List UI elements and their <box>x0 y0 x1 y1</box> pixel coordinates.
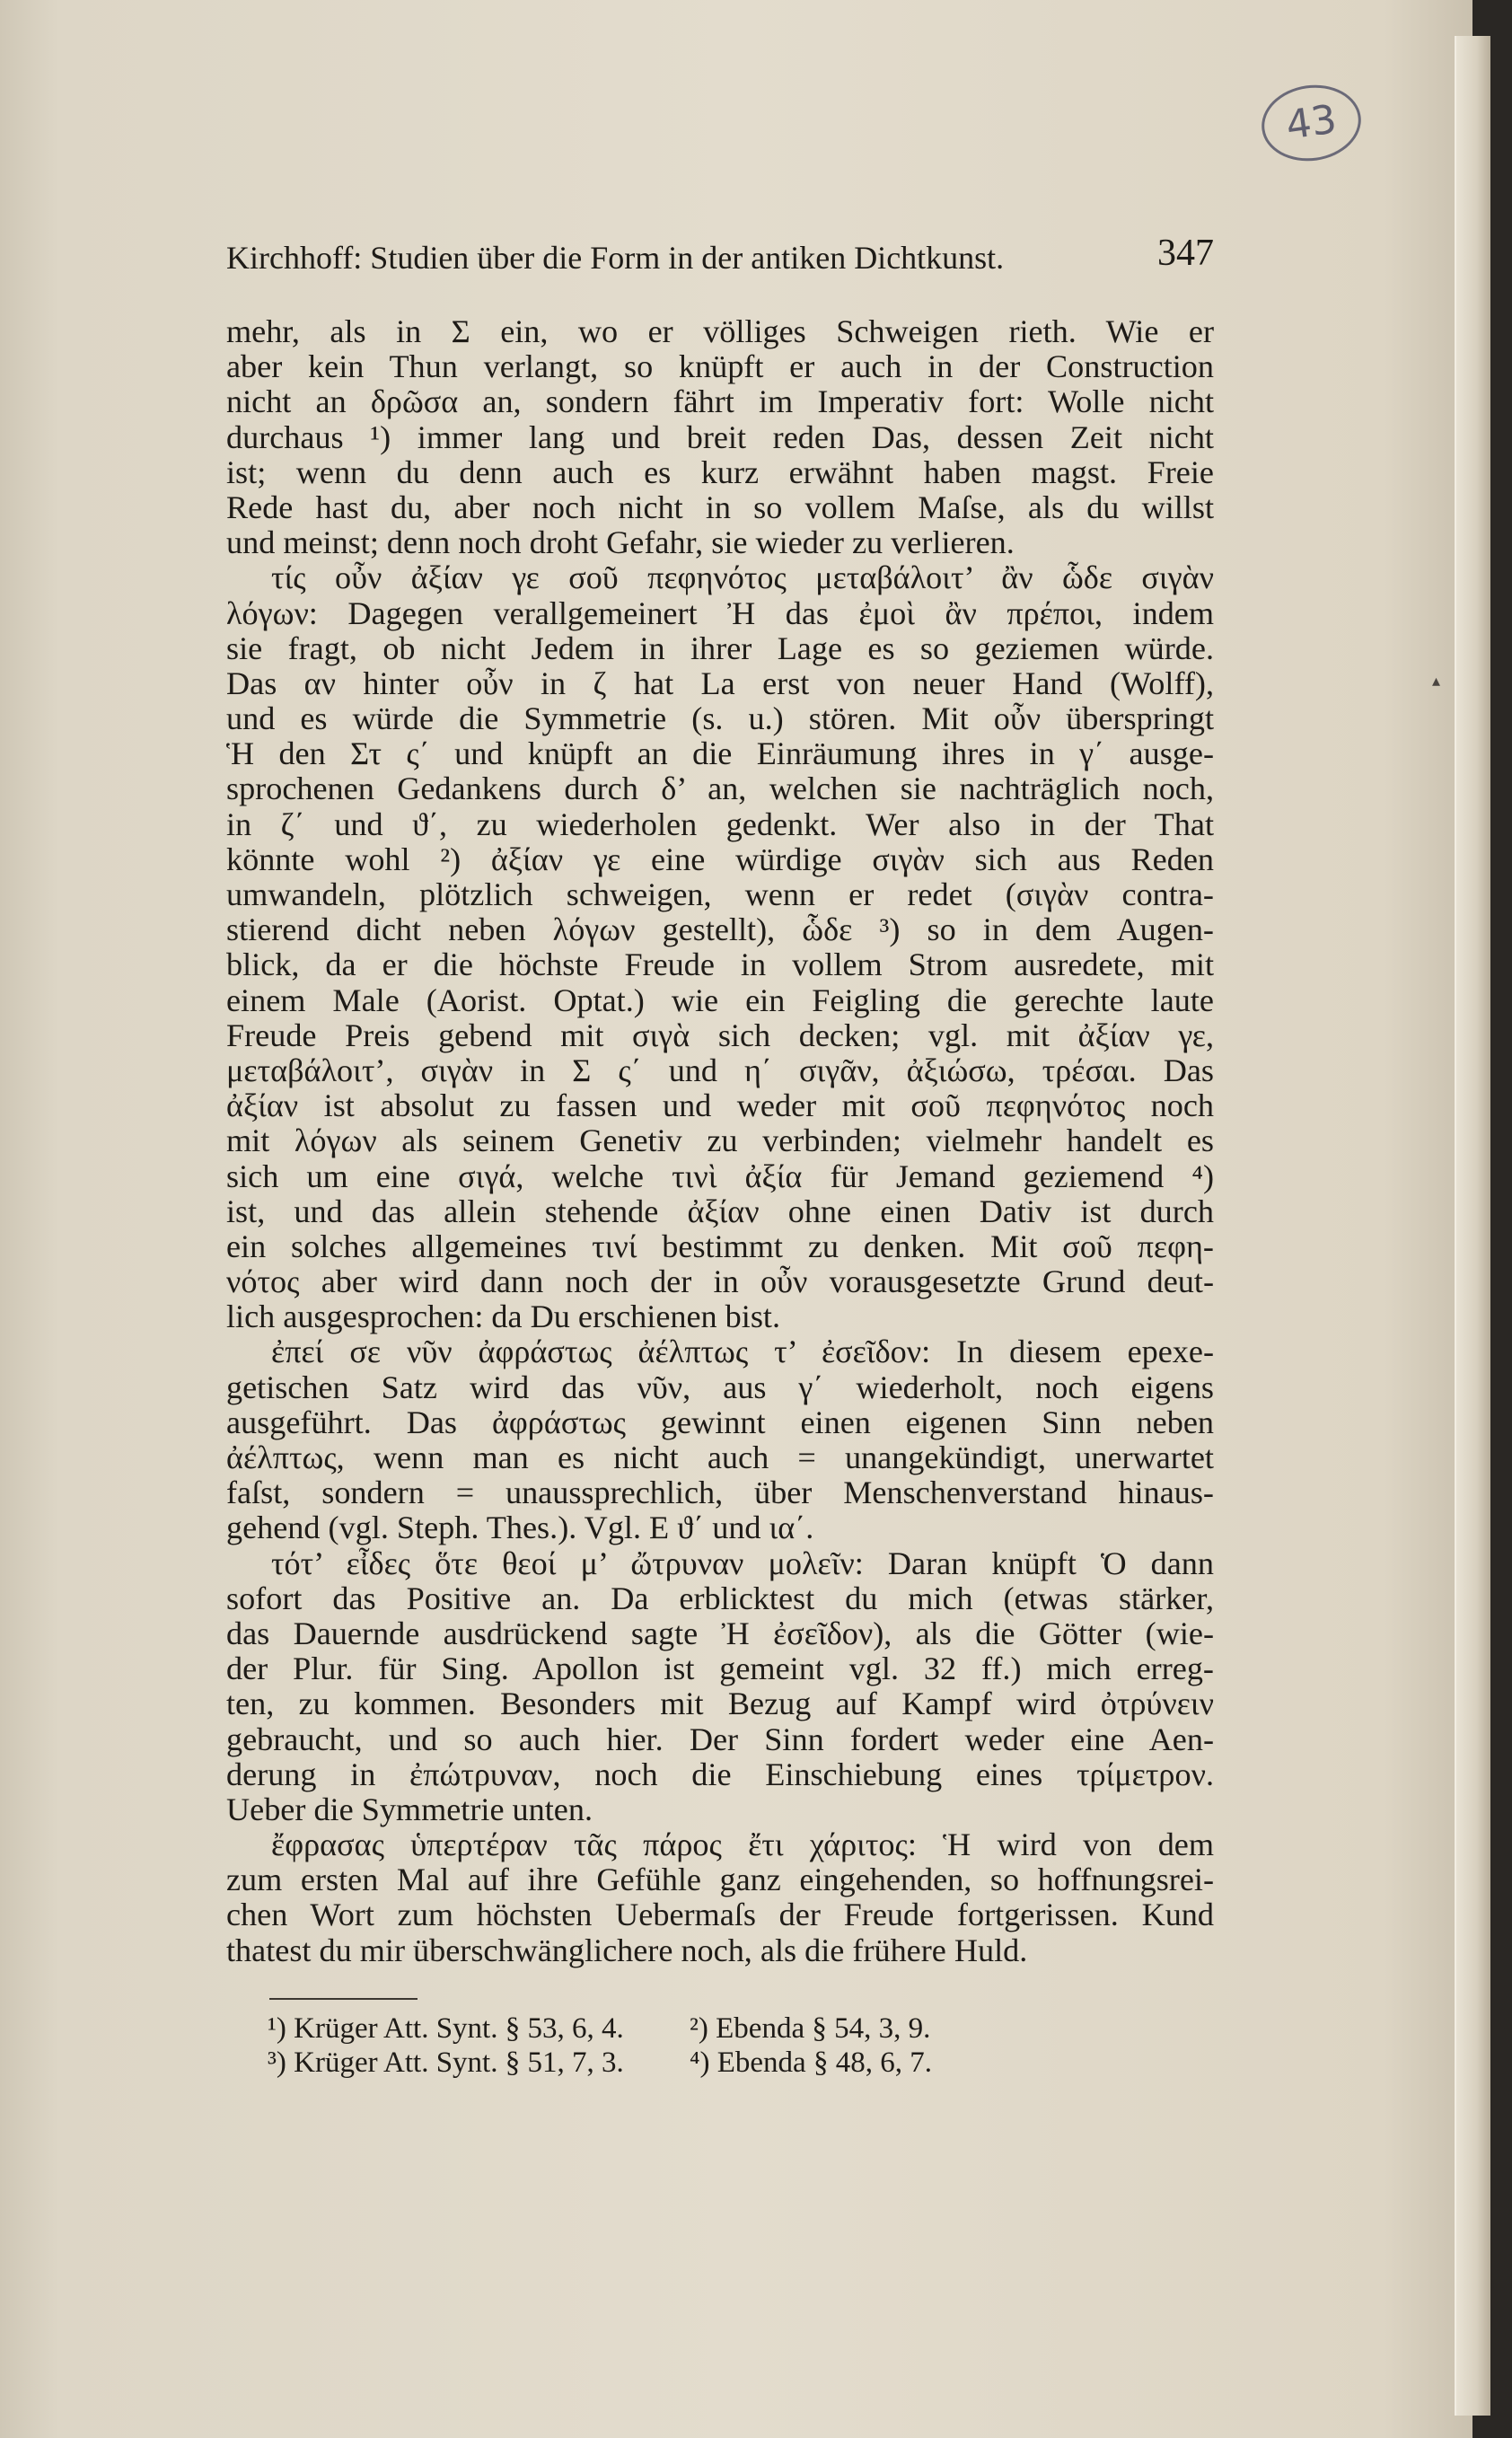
text-line: blick, da er die höchste Freude in vollem Strom ausredete, mit <box>226 947 1214 983</box>
text-line: τίς οὖν ἀξίαν γε σοῦ πεφηνότος μεταβάλοιτ’ ἂν ὧδε σιγὰν <box>271 560 1214 596</box>
footnote: ⁴) Ebenda § 48, 6, 7. <box>690 2046 932 2079</box>
text-line: ἀξίαν ist absolut zu fassen und weder mit σοῦ πεφηνότος noch <box>226 1088 1214 1124</box>
text-line: faſst, sondern = unaussprechlich, über Menschenverstand hinaus- <box>226 1475 1214 1511</box>
body-text <box>226 314 1214 1968</box>
text-line: sofort das Positive an. Da erblicktest du mich (etwas stärker, <box>226 1580 1214 1616</box>
text-line: sprochenen Gedankens durch δ’ an, welchen sie nachträglich noch, <box>226 771 1214 807</box>
footnote-rule <box>269 1998 418 2000</box>
text-line: durchaus ¹) immer lang und breit reden Das, dessen Zeit nicht <box>226 419 1214 455</box>
page-number: 347 <box>1157 233 1214 274</box>
text-line: ἔφρασας ὑπερτέραν τᾶς πάρος ἔτι χάριτος: Ἡ wird von dem <box>271 1827 1214 1863</box>
archive-stamp: 43 <box>1257 79 1367 168</box>
text-line: ein solches allgemeines τινί bestimmt zu denken. Mit σοῦ πεφη- <box>226 1228 1214 1264</box>
text-line: μεταβάλοιτ’, σιγὰν in Σ ς΄ und η΄ σιγᾶν, ἀξιώσω, τρέσαι. Das <box>226 1052 1214 1088</box>
text-line: ἀέλπτως, wenn man es nicht auch = unangekündigt, unerwartet <box>226 1440 1214 1475</box>
text-line: λόγων: Dagegen verallgemeinert Ἠ das ἐμοὶ ἂν πρέποι, indem <box>226 595 1214 631</box>
text-line: ten, zu kommen. Besonders mit Bezug auf Kampf wird ὀτρύνειν <box>226 1686 1214 1722</box>
text-line: der Plur. für Sing. Apollon ist gemeint vgl. 32 ff.) mich erreg- <box>226 1651 1214 1687</box>
footnote: ³) Krüger Att. Synt. § 51, 7, 3. <box>268 2046 624 2079</box>
text-line: sich um eine σιγά, welche τινὶ ἀξία für Jemand geziemend ⁴) <box>226 1158 1214 1194</box>
text-line: Rede hast du, aber noch nicht in so vollem Maſse, als du willst <box>226 489 1214 525</box>
text-line: thatest du mir überschwänglichere noch, als die frühere Huld. <box>226 1932 1028 1968</box>
text-line: τότ’ εἶδες ὅτε θεοί μ’ ὤτρυναν μολεῖν: Daran knüpft Ὁ dann <box>271 1545 1214 1581</box>
text-line: Ἡ den Στ ς΄ und knüpft an die Einräumung ihres in γ΄ ausge- <box>226 736 1214 772</box>
text-line: nicht an δρῶσα an, sondern fährt im Imperativ fort: Wolle nicht <box>226 384 1214 420</box>
text-line: mehr, als in Σ ein, wo er völliges Schweigen rieth. Wie er <box>226 314 1214 349</box>
text-line: in ζ΄ und ϑ΄, zu wiederholen gedenkt. Wer also in der That <box>226 806 1214 842</box>
text-line: mit λόγων als seinem Genetiv zu verbinden; vielmehr handelt es <box>226 1123 1214 1159</box>
text-line: könnte wohl ²) ἀξίαν γε eine würdige σιγὰν sich aus Reden <box>226 841 1214 877</box>
text-line: getischen Satz wird das νῦν, aus γ΄ wiederholt, noch eigens <box>226 1369 1214 1405</box>
footnote-row <box>268 2011 1112 2046</box>
text-line: lich ausgesprochen: da Du erschienen bist. <box>226 1299 781 1335</box>
text-line: ist, und das allein stehende ἀξίαν ohne einen Dativ ist durch <box>226 1193 1214 1229</box>
footnote-row <box>268 2046 1112 2080</box>
text-line: gehend (vgl. Steph. Thes.). Vgl. Ε ϑ΄ und ια΄. <box>226 1510 814 1546</box>
running-header <box>226 232 1214 286</box>
margin-mark: ▴ <box>1432 672 1441 691</box>
text-line: und meinst; denn noch droht Gefahr, sie wieder zu verlieren. <box>226 525 1015 561</box>
text-line: zum ersten Mal auf ihre Gefühle ganz eingehenden, so hoffnungsrei- <box>226 1862 1214 1898</box>
text-line: νότος aber wird dann noch der in οὖν vorausgesetzte Grund deut- <box>226 1264 1214 1300</box>
text-line: stierend dicht neben λόγων gestellt), ὧδε ³) so in dem Augen- <box>226 912 1214 948</box>
footnote: ¹) Krüger Att. Synt. § 53, 6, 4. <box>268 2012 624 2045</box>
text-line: Ueber die Symmetrie unten. <box>226 1791 593 1827</box>
text-line: aber kein Thun verlangt, so knüpft er auch in der Construction <box>226 349 1214 385</box>
text-line: gebraucht, und so auch hier. Der Sinn fordert weder eine Aen- <box>226 1721 1214 1757</box>
text-line: einem Male (Aorist. Optat.) wie ein Feigling die gerechte laute <box>226 982 1214 1018</box>
text-line: umwandeln, plötzlich schweigen, wenn er redet (σιγὰν contra- <box>226 877 1214 912</box>
text-line: ἐπεί σε νῦν ἀφράστως ἀέλπτως τ’ ἐσεῖδον: In diesem epexe- <box>271 1334 1214 1370</box>
text-line: Das αν hinter οὖν in ζ hat La erst von neuer Hand (Wolff), <box>226 665 1214 701</box>
text-line: derung in ἐπώτρυναν, noch die Einschiebung eines τρίμετρον. <box>226 1756 1214 1792</box>
footnote: ²) Ebenda § 54, 3, 9. <box>690 2012 931 2045</box>
text-line: das Dauernde ausdrückend sagte Ἠ ἐσεῖδον), als die Götter (wie- <box>226 1615 1214 1651</box>
text-line: und es würde die Symmetrie (s. u.) stören. Mit οὖν überspringt <box>226 701 1214 737</box>
text-line: ist; wenn du denn auch es kurz erwähnt haben magst. Freie <box>226 454 1214 490</box>
header-title: Kirchhoff: Studien über die Form in der antiken Dichtkunst. <box>226 240 1005 276</box>
text-line: sie fragt, ob nicht Jedem in ihrer Lage es so geziemen würde. <box>226 630 1214 666</box>
text-line: Freude Preis gebend mit σιγὰ sich decken; vgl. mit ἀξίαν γε, <box>226 1017 1214 1053</box>
footnotes <box>268 2011 1112 2080</box>
text-line: chen Wort zum höchsten Uebermaſs der Freude fortgerissen. Kund <box>226 1897 1214 1933</box>
text-line: ausgeführt. Das ἀφράστως gewinnt einen eigenen Sinn neben <box>226 1404 1214 1440</box>
page-edge <box>1455 36 1490 2416</box>
